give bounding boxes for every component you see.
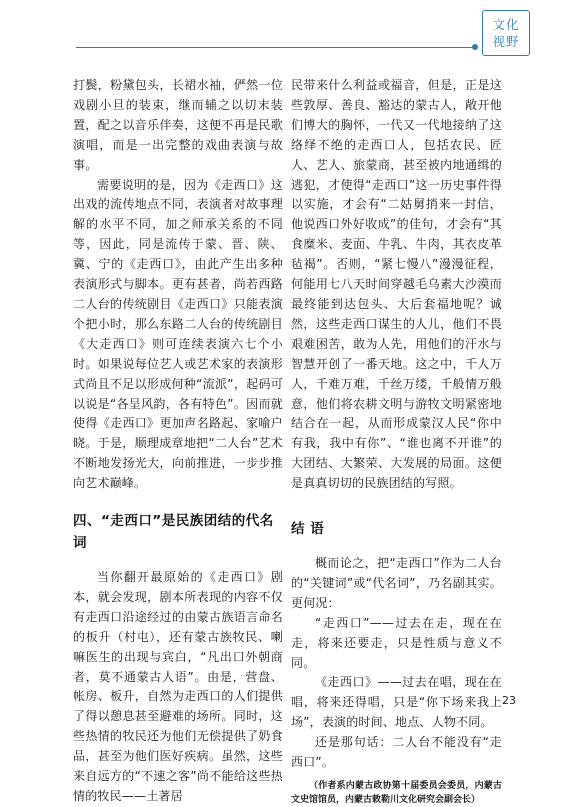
right-paragraph-3: “走西口”——过去在走，现在在走，将来还要走，只是性质与意义不同。 [291,615,502,670]
left-paragraph-3: 当你翻开最原始的《走西口》剧本，就会发现，剧本所表现的内容不仅有走西口沿途经过的由蒙古族语言命名的板升（村屯），还有蒙古族牧民、喇嘛医生的出现与宾白，“凡出口外朝商者，莫不通蒙古人语”。由是，营盘、帐房、板升，自然为走西口的人们提供了得以憩息甚至避难的场所。同时，这些热情的牧民还为他们无偿提供了奶食品，甚至为他们医好疾病。虽然，这些来自远方的“不速之客”尚不能给这些热情的牧民——土著居 [73,570,283,803]
column-badge [482,10,530,56]
left-paragraph-2: 需要说明的是，因为《走西口》这出戏的流传地点不同，表演者对故事理解的水平不同，加之师承关系的不同等，因此，同是流传于蒙、晋、陕、冀、宁的《走西口》，由此产生出多种表演形式与脚本。更有甚者，尚若西路二人台的传统剧目《走西口》只能表演个把小时，那么东路二人台的传统剧目《大走西口》则可连续表演六七个小时。如果说每位艺人或艺术家的表演形式尚且不足以形成何种“流派”，起码可以说是“各呈风韵，各有特色”。因而就使得《走西口》更加声名路起、家喻户晓。于是，顺理成章地把“二人台”艺术不断地发扬光大，向前推进，一步步推向艺术巅峰。 [73,177,283,491]
left-paragraph-1: 打鬓，粉黛包头，长裙水袖，俨然一位戏剧小旦的装束，继而辅之以切末装置，配之以音乐伴奏，这便不再是民歌演唱，而是一出完整的戏曲表演与故事。 [73,78,283,172]
right-paragraph-2: 概而论之，把“走西口”作为二人台的“关键词”或“代名词”，乃名副其实。更何况： [291,556,502,610]
section-heading-4: 四、“走西口”是民族团结的代名词 [73,513,274,552]
right-column [291,76,502,807]
right-paragraph-1: 民带来什么利益或福音，但是，正是这些敦厚、善良、豁达的蒙古人，敞开他们博大的胸怀，一代又一代地接纳了这络绎不绝的走西口人，包括农民、匠人、艺人、旅蒙商，甚至被内地通缉的逃犯，才使得“走西口”这一历史事件得以实施，才会有“二姑舅捎来一封信，他说西口外好收成”的佳句，才会有“其食糜米、麦面、牛乳、牛肉，其衣皮革毡褐”。否则，“紧七慢八”漫漫征程，何能用七八天时间穿越毛乌素大沙漠而最终能到达包头、大后套福地呢？诚然，这些走西口谋生的人儿，他们不畏艰难困苦，敢为人先，用他们的汗水与智慧开创了一番天地。这之中，千人万人，千难万难，千丝万缕，千般情万般意，他们将农耕文明与游牧文明紧密地结合在一起，从而形成蒙汉人民“你中有我，我中有你”、“谁也离不开谁”的大团结、大繁荣、大发展的局面。这便是真真切切的民族团结的写照。 [291,78,502,491]
badge-line-2: 视野 [492,34,520,49]
author-note: （作者系内蒙古政协第十届委员会委员，内蒙古文史馆馆员，内蒙古敕勒川文化研究会副会长） [291,781,502,805]
left-column [73,76,283,807]
right-paragraph-4: 《走西口》——过去在唱，现在在唱，将来还得唱，只是“你下场来我上场”，表演的时间、地点、人物不同。 [291,675,502,730]
header-rule [76,47,478,48]
header-dot [472,44,478,50]
section-heading-conclusion: 结 语 [291,521,325,538]
page-number: 23 [502,694,516,707]
badge-line-1: 文化 [492,17,520,32]
right-paragraph-5: 还是那句话：二人台不能没有“走西口”。 [291,735,502,770]
